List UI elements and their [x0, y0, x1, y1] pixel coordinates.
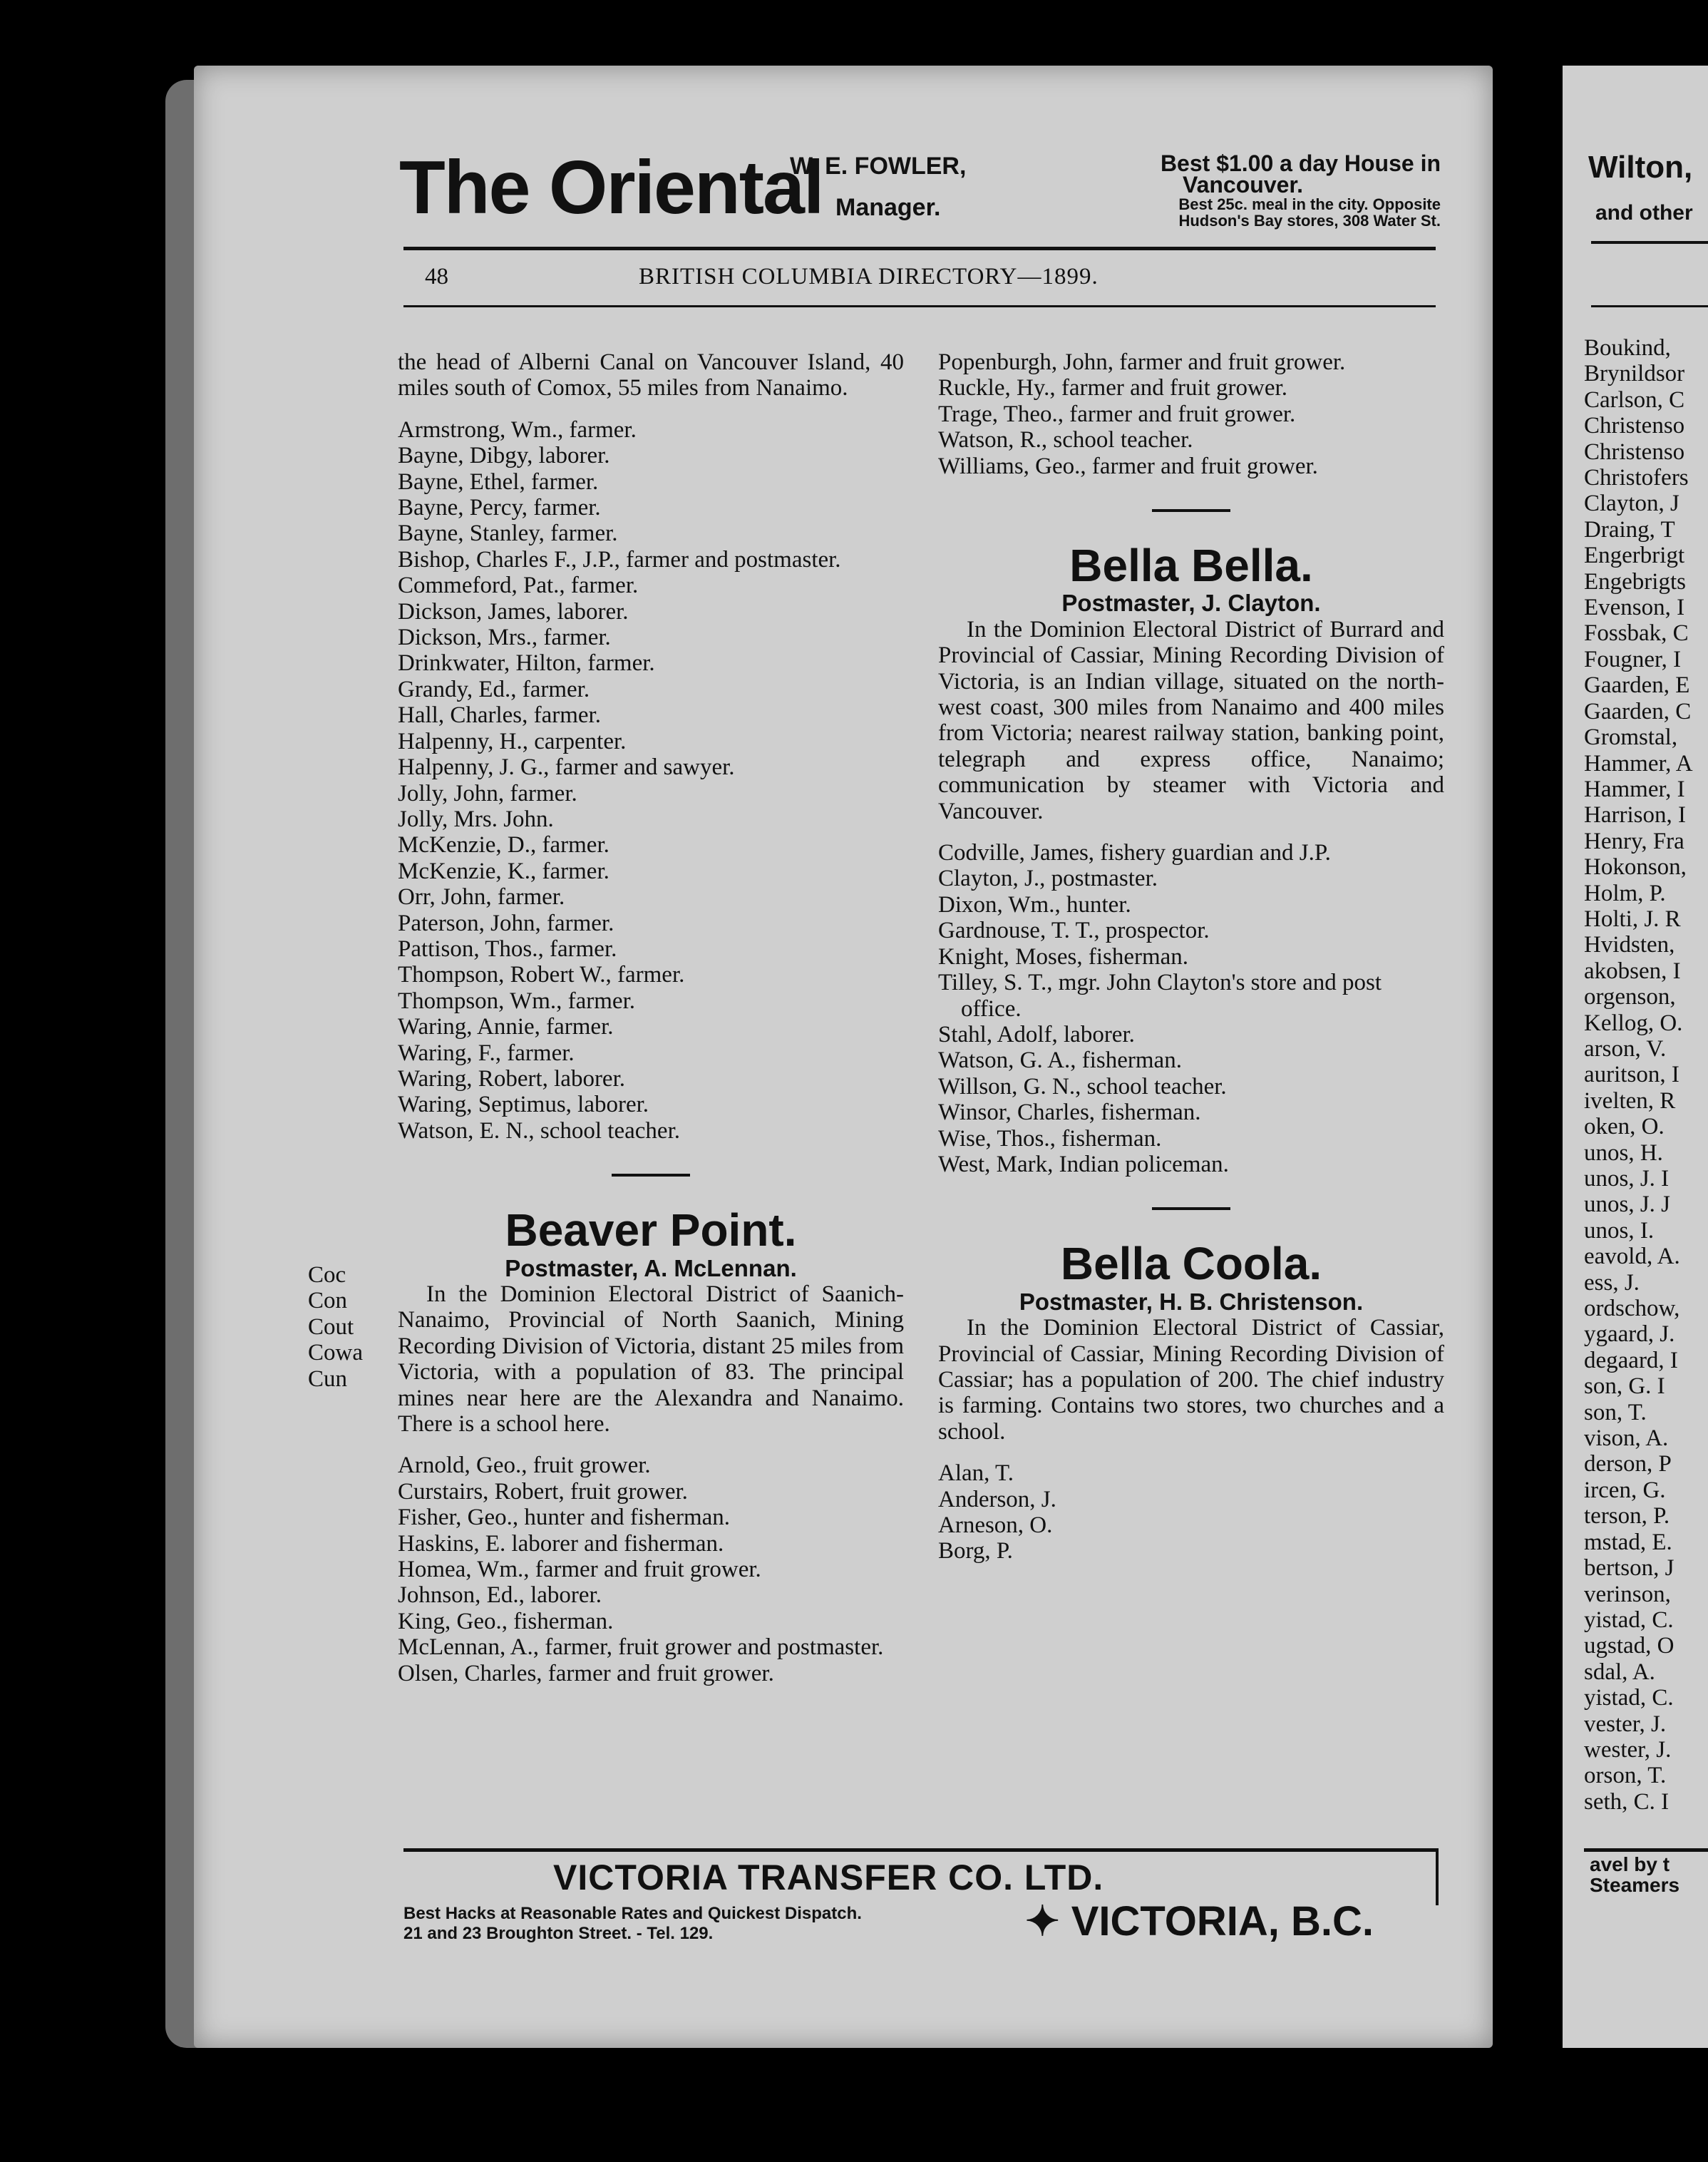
directory-entry: West, Mark, Indian policeman. [938, 1151, 1229, 1177]
adjacent-page-name: unos, J. I [1584, 1166, 1670, 1192]
left-fragment: Cout [308, 1313, 354, 1340]
adjacent-page-names [1584, 335, 1693, 1815]
adjacent-page-name: yistad, C. [1584, 1607, 1674, 1633]
adjacent-page-name: Christenso [1584, 439, 1685, 465]
adjacent-page-name: Boukind, [1584, 335, 1671, 361]
directory-entry: Waring, F., farmer. [398, 1040, 575, 1066]
adjacent-page-name: Gaarden, E [1584, 672, 1690, 699]
section-title-beaver-point: Beaver Point. [505, 1204, 797, 1256]
running-head-rule [403, 305, 1436, 307]
adjacent-page-name: verinson, [1584, 1581, 1671, 1607]
directory-entry: Codville, James, fishery guardian and J.P. [938, 840, 1331, 866]
ad-manager-role: Manager. [835, 194, 941, 221]
directory-entry: Arnold, Geo., fruit grower. [398, 1453, 651, 1479]
adjacent-page-name: vester, J. [1584, 1711, 1667, 1737]
adjacent-page-name: arson, V. [1584, 1035, 1667, 1062]
directory-entry: Clayton, J., postmaster. [938, 866, 1158, 892]
directory-entry: Halpenny, H., carpenter. [398, 728, 627, 754]
spacer [938, 1445, 1444, 1460]
footer-rule-right [1436, 1848, 1439, 1905]
directory-entry: Bayne, Dibgy, laborer. [398, 443, 610, 469]
directory-entry: McLennan, A., farmer, fruit grower and postmaster. [398, 1634, 884, 1661]
adjacent-page-name: vison, A. [1584, 1425, 1669, 1452]
directory-entry: Dixon, Wm., hunter. [938, 891, 1131, 918]
directory-entry: Haskins, E. laborer and fisherman. [398, 1530, 724, 1557]
left-column [398, 349, 904, 1686]
adjacent-page-name: Hammer, A [1584, 750, 1693, 777]
ad-best-line: Best $1.00 a day House in [1160, 150, 1441, 176]
adjacent-page-name: oken, O. [1584, 1114, 1665, 1140]
directory-entry: Jolly, Mrs. John. [398, 806, 554, 832]
adjacent-page-name: Clayton, J [1584, 491, 1679, 517]
adjacent-page-left-fragments [308, 1262, 363, 1392]
adjacent-page-name: Hokonson, [1584, 854, 1687, 881]
directory-entry: Paterson, John, farmer. [398, 910, 614, 936]
adjacent-page-name: derson, P [1584, 1451, 1672, 1477]
postmaster-line: Postmaster, H. B. Christenson. [1019, 1288, 1364, 1315]
adjacent-page-rule [1591, 241, 1708, 244]
adjacent-page-name: Hammer, I [1584, 776, 1685, 802]
running-head-title: BRITISH COLUMBIA DIRECTORY—1899. [639, 264, 1099, 290]
adjacent-page-rule [1584, 1848, 1708, 1852]
section-description: In the Dominion Electoral District of Saanich-Nanaimo, Provincial of North Saanich, Mining Recording Division of Victoria, distant 25 miles from Victoria, with a population of 83. The principal mines near here are the Alexandra and Nanaimo. There is a school here. [398, 1281, 904, 1438]
adjacent-page-name: unos, I. [1584, 1217, 1655, 1244]
adjacent-page-name: unos, J. J [1584, 1192, 1671, 1218]
adjacent-page-name: bertson, J [1584, 1555, 1674, 1582]
adjacent-page-name: Henry, Fra [1584, 828, 1684, 854]
adjacent-page-name: orson, T. [1584, 1763, 1667, 1789]
directory-entry: Jolly, John, farmer. [398, 780, 577, 806]
footer-ad-line: Best Hacks at Reasonable Rates and Quickest Dispatch. [403, 1904, 862, 1923]
ad-best-block [1045, 150, 1441, 230]
directory-entry: Winsor, Charles, fisherman. [938, 1100, 1201, 1126]
adjacent-page-name: orgenson, [1584, 984, 1676, 1010]
directory-entry: Olsen, Charles, farmer and fruit grower. [398, 1660, 774, 1686]
directory-entry: Willson, G. N., school teacher. [938, 1073, 1227, 1100]
left-fragment: Con [308, 1288, 348, 1314]
directory-entry: Pattison, Thos., farmer. [398, 936, 617, 962]
directory-entry: Gardnouse, T. T., prospector. [938, 918, 1210, 944]
ad-best-line: Hudson's Bay stores, 308 Water St. [1178, 211, 1441, 230]
directory-entry: Trage, Theo., farmer and fruit grower. [938, 401, 1296, 427]
section-separator [612, 1174, 690, 1177]
intro-paragraph: the head of Alberni Canal on Vancouver Island, 40 miles south of Comox, 55 miles from Nanaimo. [398, 349, 904, 401]
directory-entry: Hall, Charles, farmer. [398, 702, 601, 729]
directory-entry: Drinkwater, Hilton, farmer. [398, 650, 655, 677]
directory-entry: Waring, Septimus, laborer. [398, 1092, 649, 1118]
ad-best-line: Vancouver. [1183, 172, 1303, 198]
directory-entry: Waring, Robert, laborer. [398, 1065, 625, 1092]
footer-rule [403, 1848, 1436, 1852]
directory-entry: Curstairs, Robert, fruit grower. [398, 1478, 688, 1505]
directory-entry: Anderson, J. [938, 1486, 1056, 1512]
ad-best-line: Best 25c. meal in the city. Opposite [1178, 195, 1441, 213]
spacer [398, 401, 904, 417]
adjacent-page-name: Carlson, C [1584, 386, 1685, 413]
directory-entry: Armstrong, Wm., farmer. [398, 416, 637, 443]
footer-ad-city: ✦ VICTORIA, B.C. [1025, 1898, 1374, 1945]
directory-entry: Stahl, Adolf, laborer. [938, 1021, 1135, 1047]
adjacent-page-top-line: and other [1595, 201, 1693, 225]
postmaster-line: Postmaster, A. McLennan. [505, 1254, 797, 1281]
directory-entry: Commeford, Pat., farmer. [398, 573, 639, 599]
directory-entry: Orr, John, farmer. [398, 884, 565, 911]
directory-entry: Popenburgh, John, farmer and fruit grower. [938, 349, 1346, 375]
adjacent-page-name: Holti, J. R [1584, 906, 1681, 932]
adjacent-page-name: Engebrigts [1584, 568, 1686, 595]
section-title-bella-coola: Bella Coola. [1060, 1238, 1322, 1290]
adjacent-page-name: wester, J. [1584, 1736, 1672, 1763]
adjacent-page-name: akobsen, I [1584, 958, 1681, 984]
directory-entry: Homea, Wm., farmer and fruit grower. [398, 1557, 761, 1583]
section-separator [1152, 1207, 1230, 1210]
adjacent-page-name: ircen, G. [1584, 1477, 1666, 1503]
adjacent-page-name: Kellog, O. [1584, 1010, 1683, 1036]
adjacent-page-name: Harrison, I [1584, 802, 1686, 829]
directory-entry: Alan, T. [938, 1460, 1014, 1487]
directory-entry: Watson, E. N., school teacher. [398, 1117, 680, 1144]
adjacent-page-name: seth, C. I [1584, 1788, 1670, 1815]
directory-entry: Waring, Annie, farmer. [398, 1014, 614, 1040]
adjacent-page-name: sdal, A. [1584, 1659, 1655, 1685]
directory-entry: Tilley, S. T., mgr. John Clayton's store and post office. [938, 970, 1382, 1022]
adjacent-page-footer-line: avel by t [1590, 1853, 1670, 1875]
adjacent-page-name: ygaard, J. [1584, 1321, 1675, 1348]
adjacent-page-name: ivelten, R [1584, 1087, 1676, 1114]
adjacent-page-name: auritson, I [1584, 1062, 1679, 1088]
adjacent-page-name: Fougner, I [1584, 646, 1682, 672]
directory-entry: Borg, P. [938, 1538, 1013, 1564]
adjacent-page-name: Hvidsten, [1584, 932, 1675, 958]
spacer [398, 1437, 904, 1453]
section-title-bella-bella: Bella Bella. [1069, 540, 1313, 592]
adjacent-page-name: Christofers [1584, 465, 1689, 491]
postmaster-line: Postmaster, J. Clayton. [1061, 590, 1321, 617]
adjacent-page-name: terson, P. [1584, 1503, 1670, 1530]
footer-ad-title: VICTORIA TRANSFER CO. LTD. [553, 1858, 1104, 1897]
right-column [938, 349, 1444, 1564]
directory-entry: Dickson, Mrs., farmer. [398, 625, 611, 651]
left-fragment: Coc [308, 1262, 346, 1288]
adjacent-page-name: Fossbak, C [1584, 620, 1689, 647]
adjacent-page-name: son, G. I [1584, 1373, 1665, 1400]
directory-entry: Wise, Thos., fisherman. [938, 1125, 1162, 1152]
spacer [938, 824, 1444, 840]
adjacent-page-name: degaard, I [1584, 1347, 1678, 1373]
adjacent-page-name: mstad, E. [1584, 1529, 1672, 1555]
directory-entry: Knight, Moses, fisherman. [938, 943, 1189, 970]
directory-entry: Thompson, Wm., farmer. [398, 988, 635, 1014]
adjacent-page-name: ugstad, O [1584, 1633, 1674, 1659]
directory-entry: Bayne, Percy, farmer. [398, 495, 601, 521]
adjacent-page-name: Holm, P. [1584, 880, 1666, 906]
directory-entry: Watson, G. A., fisherman. [938, 1047, 1182, 1074]
adjacent-page-rule [1591, 305, 1708, 307]
footer-ad-line: 21 and 23 Broughton Street. - Tel. 129. [403, 1924, 714, 1943]
directory-entry: King, Geo., fisherman. [398, 1608, 614, 1634]
directory-entry: Bayne, Ethel, farmer. [398, 468, 599, 495]
adjacent-page-name: ordschow, [1584, 1296, 1680, 1322]
adjacent-page-name: Brynildsor [1584, 361, 1685, 387]
adjacent-page-name: Evenson, I [1584, 595, 1685, 621]
adjacent-page-name: unos, H. [1584, 1139, 1663, 1166]
directory-entry: McKenzie, K., farmer. [398, 858, 609, 884]
header-rule [403, 247, 1436, 250]
section-separator [1152, 509, 1230, 512]
left-fragment: Cun [308, 1366, 348, 1392]
adjacent-page-name: Christenso [1584, 413, 1685, 439]
directory-entry: McKenzie, D., farmer. [398, 832, 609, 859]
directory-entry: Ruckle, Hy., farmer and fruit grower. [938, 375, 1287, 401]
directory-entry: Arneson, O. [938, 1512, 1053, 1538]
directory-entry: Watson, R., school teacher. [938, 427, 1193, 454]
ad-hotel-name: The Oriental [399, 145, 823, 230]
section-description: In the Dominion Electoral District of Cassiar, Provincial of Cassiar, Mining Recording Division of Cassiar; has a population of 200. The chief industry is farming. Contains two stores, two churches and a school. [938, 1315, 1444, 1445]
left-fragment: Cowa [308, 1340, 363, 1366]
directory-entry: Grandy, Ed., farmer. [398, 676, 590, 702]
adjacent-page-name: son, T. [1584, 1399, 1647, 1425]
directory-entry: Thompson, Robert W., farmer. [398, 962, 685, 988]
directory-entry: Johnson, Ed., laborer. [398, 1582, 602, 1609]
adjacent-page-footer-line: Steamers [1590, 1874, 1680, 1897]
adjacent-page-name: Gaarden, C [1584, 698, 1692, 724]
directory-entry: Bayne, Stanley, farmer. [398, 521, 618, 547]
page-number: 48 [425, 264, 448, 290]
adjacent-page-name: Engerbrigt [1584, 543, 1685, 569]
adjacent-page-name: eavold, A. [1584, 1244, 1680, 1270]
directory-entry: Halpenny, J. G., farmer and sawyer. [398, 754, 735, 781]
adjacent-page-footer [1590, 1854, 1679, 1896]
directory-entry: Williams, Geo., farmer and fruit grower. [938, 453, 1318, 479]
directory-entry: Bishop, Charles F., J.P., farmer and postmaster. [398, 546, 841, 573]
adjacent-page-name: Gromstal, [1584, 724, 1678, 751]
directory-entry: Fisher, Geo., hunter and fisherman. [398, 1505, 731, 1531]
directory-entry: Dickson, James, laborer. [398, 598, 629, 625]
adjacent-page-name: yistad, C. [1584, 1685, 1674, 1711]
section-description: In the Dominion Electoral District of Burrard and Provincial of Cassiar, Mining Recording Division of Victoria, is an Indian village, situated on the north-west coast, 300 miles from Nanaimo and 400 miles from Victoria; nearest railway station, banking point, telegraph and express office, Nanaimo; communication by steamer with Victoria and Vancouver. [938, 616, 1444, 824]
adjacent-page-name: Draing, T [1584, 516, 1675, 543]
adjacent-page-name: ess, J. [1584, 1269, 1640, 1296]
ad-manager-name: W. E. FOWLER, [790, 153, 967, 180]
adjacent-page-top-line: Wilton, [1588, 150, 1693, 185]
